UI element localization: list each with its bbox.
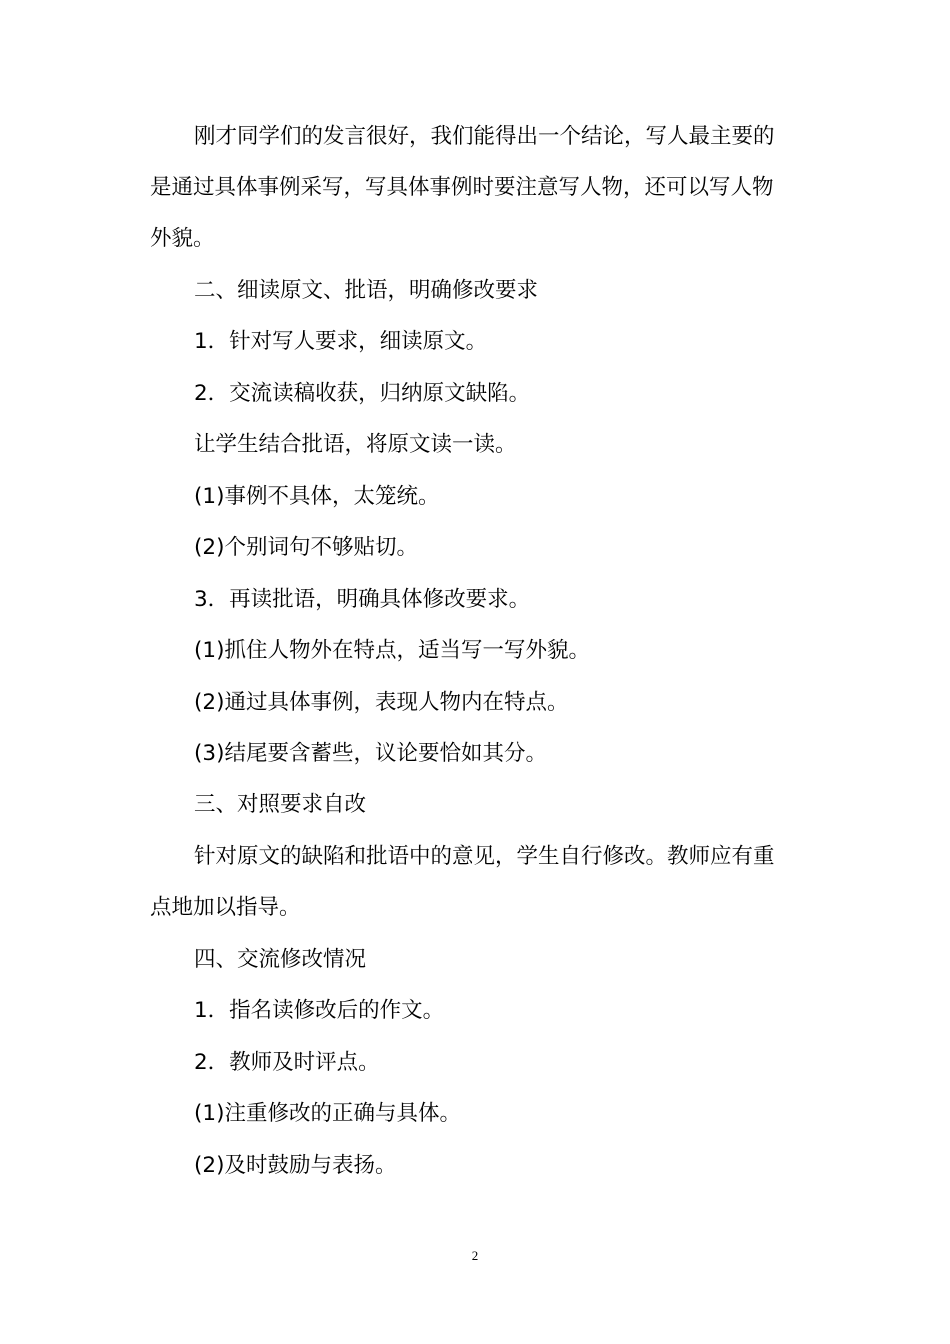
paragraph-line: 是通过具体事例采写，写具体事例时要注意写人物，还可以写人物 xyxy=(150,175,774,200)
list-item: 1．针对写人要求，细读原文。 xyxy=(194,329,488,354)
section-heading: 二、细读原文、批语，明确修改要求 xyxy=(194,278,539,303)
list-item: 2．教师及时评点。 xyxy=(194,1050,380,1075)
paragraph-line: 让学生结合批语，将原文读一读。 xyxy=(194,432,517,457)
list-item: (2)个别词句不够贴切。 xyxy=(194,535,418,560)
list-item: 3．再读批语，明确具体修改要求。 xyxy=(194,587,531,612)
list-item: (1)事例不具体，太笼统。 xyxy=(194,484,440,509)
paragraph-line: 刚才同学们的发言很好，我们能得出一个结论，写人最主要的 xyxy=(194,124,775,149)
paragraph-line: 针对原文的缺陷和批语中的意见，学生自行修改。教师应有重 xyxy=(194,844,775,869)
section-heading: 四、交流修改情况 xyxy=(194,947,367,972)
section-heading: 三、对照要求自改 xyxy=(194,792,367,817)
list-item: 2．交流读稿收获，归纳原文缺陷。 xyxy=(194,381,531,406)
page-number: 2 xyxy=(471,1248,479,1263)
paragraph-line: 外貌。 xyxy=(150,226,215,251)
list-item: (2)及时鼓励与表扬。 xyxy=(194,1153,397,1178)
list-item: (1)抓住人物外在特点，适当写一写外貌。 xyxy=(194,638,590,663)
list-item: 1．指名读修改后的作文。 xyxy=(194,998,445,1023)
list-item: (3)结尾要含蓄些，议论要恰如其分。 xyxy=(194,741,547,766)
list-item: (1)注重修改的正确与具体。 xyxy=(194,1101,461,1126)
paragraph-line: 点地加以指导。 xyxy=(150,895,301,920)
list-item: (2)通过具体事例，表现人物内在特点。 xyxy=(194,690,569,715)
